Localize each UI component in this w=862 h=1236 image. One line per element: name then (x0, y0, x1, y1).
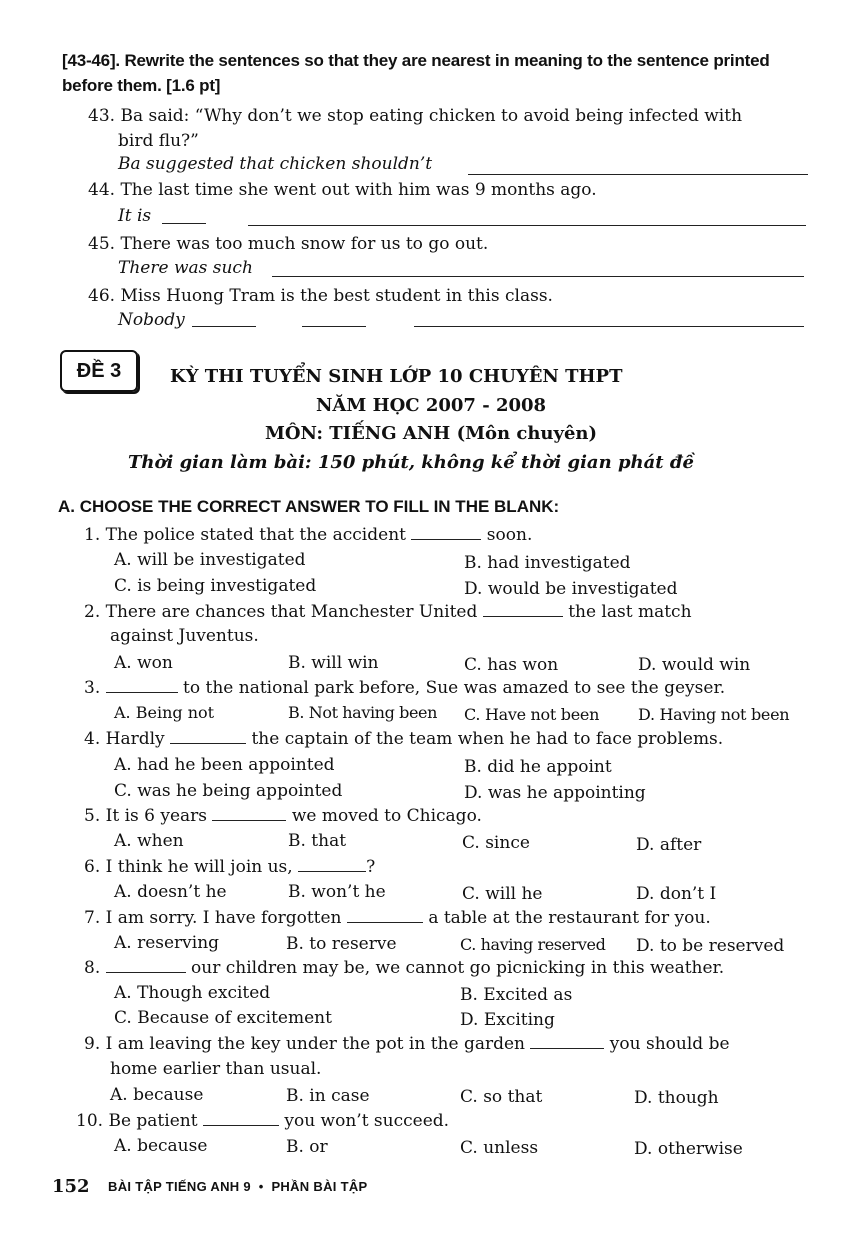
mc-question-6 (84, 855, 375, 879)
question-text: I am sorry. I have forgotten (105, 908, 342, 928)
running-footer (108, 1179, 368, 1194)
exam-year: NĂM HỌC 2007 - 2008 (315, 395, 547, 416)
page-number: 152 (52, 1176, 90, 1197)
option-a[interactable]: A. because (114, 1136, 208, 1156)
option-a[interactable]: A. had he been appointed (114, 755, 335, 775)
option-a[interactable]: A. when (114, 831, 184, 851)
question-number: 10. (76, 1111, 104, 1131)
exam-label-box: ĐỀ 3 (60, 350, 138, 392)
book-title: BÀI TẬP TIẾNG ANH 9 (108, 1179, 251, 1194)
option-d[interactable]: D. Exciting (460, 1010, 555, 1030)
question-text-end: you won’t succeed. (284, 1111, 450, 1131)
question-text: I think he will join us, (105, 857, 293, 877)
mc-question-8 (84, 956, 724, 980)
answer-blank[interactable] (411, 525, 481, 540)
question-number: 6. (84, 857, 101, 877)
answer-line-43[interactable] (468, 174, 808, 175)
question-text-end: a table at the restaurant for you. (428, 908, 711, 928)
option-d[interactable]: D. was he appointing (464, 783, 646, 803)
question-text: Be patient (108, 1111, 198, 1131)
mc-question-9 (84, 1032, 730, 1056)
question-number: 3. (84, 678, 101, 698)
question-text-end: you should be (609, 1034, 730, 1054)
option-a[interactable]: A. Being not (114, 703, 215, 722)
option-b[interactable]: B. had investigated (464, 553, 631, 573)
answer-blank[interactable] (530, 1034, 604, 1049)
option-d[interactable]: D. otherwise (634, 1139, 743, 1159)
mc-question-7 (84, 906, 711, 930)
question-text-end: the captain of the team when he had to face problems. (251, 729, 724, 749)
question-43-continuation: bird flu?” (118, 131, 199, 151)
question-number: 45. (88, 234, 116, 254)
answer-blank[interactable] (298, 857, 366, 872)
mc-question-1 (84, 523, 532, 547)
option-c[interactable]: C. is being investigated (114, 576, 317, 596)
answer-prompt-45: There was such (118, 258, 253, 278)
question-number: 1. (84, 525, 101, 545)
answer-prompt-43: Ba suggested that chicken shouldn’t (118, 154, 433, 174)
part-title: PHẦN BÀI TẬP (271, 1179, 368, 1194)
mc-question-3 (84, 676, 725, 700)
question-text-end: the last match (568, 602, 692, 622)
option-b[interactable]: B. to reserve (286, 934, 397, 954)
option-c[interactable]: C. will he (462, 884, 543, 904)
option-d[interactable]: D. Having not been (638, 705, 790, 724)
mc-question-2-continuation: against Juventus. (110, 626, 259, 646)
option-c[interactable]: C. since (462, 833, 530, 853)
question-text: There are chances that Manchester United (105, 602, 478, 622)
question-43 (88, 104, 742, 128)
question-number: 44. (88, 180, 116, 200)
mc-question-9-continuation: home earlier than usual. (110, 1059, 322, 1079)
question-text: Miss Huong Tram is the best student in this class. (120, 286, 553, 306)
option-b[interactable]: B. in case (286, 1086, 370, 1106)
question-text: Ba said: “Why don’t we stop eating chicken to avoid being infected with (120, 106, 743, 126)
answer-blank[interactable] (170, 729, 246, 744)
option-b[interactable]: B. or (286, 1137, 328, 1157)
question-46 (88, 284, 553, 308)
answer-prompt-46: Nobody (118, 310, 185, 330)
question-text: The last time she went out with him was 9 months ago. (120, 180, 597, 200)
answer-line-44b[interactable] (248, 225, 806, 226)
answer-line-46c[interactable] (414, 326, 804, 327)
question-text-end: we moved to Chicago. (291, 806, 482, 826)
question-number: 2. (84, 602, 101, 622)
question-44 (88, 178, 597, 202)
option-b[interactable]: B. will win (288, 653, 379, 673)
question-number: 7. (84, 908, 101, 928)
mc-question-10 (76, 1109, 449, 1133)
option-b[interactable]: B. did he appoint (464, 757, 612, 777)
option-c[interactable]: C. so that (460, 1087, 543, 1107)
option-c[interactable]: C. Because of excitement (114, 1008, 332, 1028)
option-d[interactable]: D. would be investigated (464, 579, 678, 599)
question-text: The police stated that the accident (105, 525, 406, 545)
option-b[interactable]: B. that (288, 831, 347, 851)
bullet-icon: • (258, 1179, 264, 1194)
option-b[interactable]: B. Not having been (288, 703, 437, 722)
question-text: There was too much snow for us to go out. (120, 234, 489, 254)
option-c[interactable]: C. unless (460, 1138, 539, 1158)
option-d[interactable]: D. would win (638, 655, 751, 675)
exam-subject: MÔN: TIẾNG ANH (Môn chuyên) (264, 423, 598, 444)
question-number: 46. (88, 286, 116, 306)
option-d[interactable]: D. don’t I (636, 884, 717, 904)
answer-blank[interactable] (106, 678, 178, 693)
mc-question-4 (84, 727, 723, 751)
question-text: It is 6 years (105, 806, 208, 826)
answer-line-44a[interactable] (162, 223, 206, 224)
question-text-end: soon. (486, 525, 533, 545)
option-a[interactable]: A. doesn’t he (114, 882, 227, 902)
answer-line-46b[interactable] (302, 326, 366, 327)
option-d[interactable]: D. to be reserved (636, 936, 785, 956)
answer-blank[interactable] (212, 806, 286, 821)
section-a-heading: A. CHOOSE THE CORRECT ANSWER TO FILL IN THE BLANK: (58, 497, 560, 516)
answer-blank[interactable] (203, 1111, 279, 1126)
question-text: I am leaving the key under the pot in the garden (105, 1034, 525, 1054)
option-c[interactable]: C. having reserved (460, 935, 606, 954)
option-a[interactable]: A. Though excited (114, 983, 271, 1003)
question-number: 5. (84, 806, 101, 826)
question-text: Hardly (105, 729, 165, 749)
option-a[interactable]: A. will be investigated (114, 550, 306, 570)
question-text: to the national park before, Sue was amazed to see the geyser. (183, 678, 726, 698)
option-d[interactable]: D. though (634, 1088, 719, 1108)
question-number: 43. (88, 106, 116, 126)
question-number: 4. (84, 729, 101, 749)
option-a[interactable]: A. because (110, 1085, 204, 1105)
exam-time: Thời gian làm bài: 150 phút, không kể thời gian phát đề (128, 452, 694, 473)
mc-question-2 (84, 600, 692, 624)
mc-question-5 (84, 804, 482, 828)
answer-blank[interactable] (483, 602, 563, 617)
option-a[interactable]: A. reserving (114, 933, 220, 953)
exam-title: KỲ THI TUYỂN SINH LỚP 10 CHUYÊN THPT (170, 366, 623, 387)
answer-line-46a[interactable] (192, 326, 256, 327)
answer-prompt-44: It is (118, 206, 152, 226)
answer-line-45[interactable] (272, 276, 804, 277)
option-b[interactable]: B. won’t he (288, 882, 386, 902)
option-c[interactable]: C. Have not been (464, 705, 600, 724)
option-d[interactable]: D. after (636, 835, 702, 855)
rewrite-instruction: [43-46]. Rewrite the sentences so that they are nearest in meaning to the sentence printed before them. [1.6 pt] (62, 51, 770, 95)
answer-blank[interactable] (347, 908, 423, 923)
question-text: our children may be, we cannot go picnicking in this weather. (191, 958, 725, 978)
question-text-end: ? (366, 857, 376, 877)
option-c[interactable]: C. was he being appointed (114, 781, 343, 801)
question-45 (88, 232, 488, 256)
question-number: 8. (84, 958, 101, 978)
answer-blank[interactable] (106, 958, 186, 973)
option-c[interactable]: C. has won (464, 655, 559, 675)
option-a[interactable]: A. won (114, 653, 173, 673)
option-b[interactable]: B. Excited as (460, 985, 573, 1005)
question-number: 9. (84, 1034, 101, 1054)
